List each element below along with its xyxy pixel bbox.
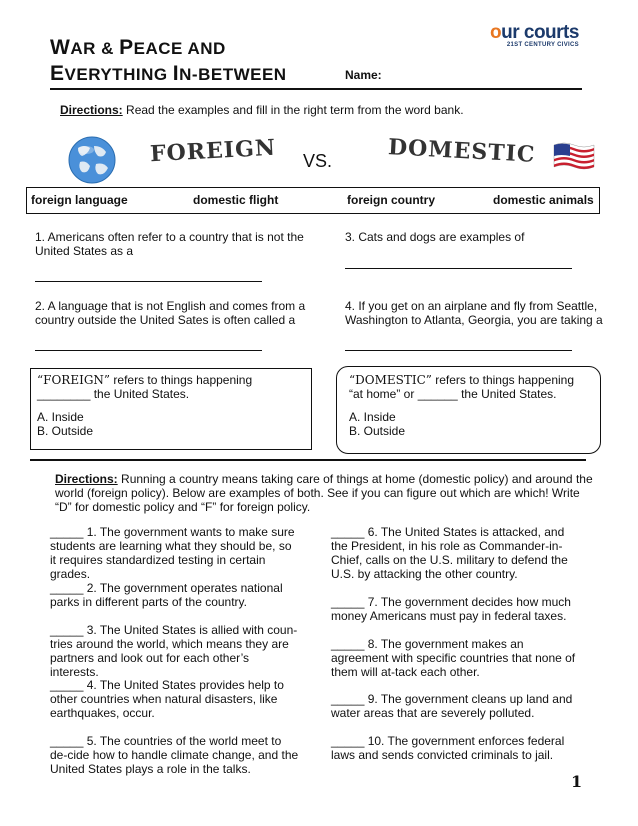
- word-bank-term: domestic animals: [493, 193, 594, 207]
- word-bank-term: foreign language: [31, 193, 128, 207]
- logo-tagline: 21ST CENTURY CIVICS: [506, 42, 579, 48]
- worksheet-title-line1: [50, 36, 226, 60]
- directions-wordbank: [60, 103, 464, 117]
- directions-policy: [55, 472, 595, 514]
- domestic-options: [349, 410, 588, 438]
- title-initial: I: [172, 62, 180, 85]
- title-initial: E: [50, 62, 65, 85]
- policy-item-3: _____ 3. The United States is allied with coun-tries around the world, which means they are partners and look out for each other’s interests.: [50, 623, 298, 679]
- policy-item-8: _____ 8. The government makes an agreement with specific countries that none of them will at-tack each other.: [331, 637, 576, 679]
- policy-item-6: _____ 6. The United States is attacked, and the President, in his role as Commander-in-Chief, calls on the U.S. military to defend the U.S. by attacking the other country.: [331, 525, 568, 581]
- question-1: 1. Americans often refer to a country that is not the United States as a: [35, 230, 304, 258]
- policy-item-1: _____ 1. The government wants to make sure students are learning what they should be, so it requires standardized testing in certain grades.: [50, 525, 295, 581]
- word-bank: [26, 187, 600, 214]
- question-4: 4. If you get on an airplane and fly from Seattle, Washington to Atlanta, Georgia, you are taking a: [345, 299, 603, 327]
- foreign-definition-text: refers to things happening ________ the United States.: [37, 373, 253, 401]
- foreign-definition-box: [30, 368, 312, 450]
- answer-line-3[interactable]: [345, 268, 572, 269]
- title-initial: P: [119, 36, 134, 59]
- directions-text: Running a country means taking care of things at home (domestic policy) and around the world (foreign policy). Below are examples of both. See if you can figure out which are which! Write “D” for domestic policy and “F” for foreign policy.: [55, 472, 593, 514]
- question-3: 3. Cats and dogs are examples of: [345, 230, 525, 244]
- title-part: N-BETWEEN: [179, 65, 287, 84]
- logo-text: ur courts: [501, 22, 579, 43]
- section-divider: [30, 459, 586, 461]
- option-outside[interactable]: B. Outside: [37, 424, 94, 438]
- domestic-definition-text: refers to things happening “at home” or ______ the United States.: [349, 373, 575, 401]
- answer-line-2[interactable]: [35, 350, 262, 351]
- word-bank-term: domestic flight: [193, 193, 279, 207]
- policy-item-5: _____ 5. The countries of the world meet to de-cide how to handle climate change, and the United States plays a role in the talks.: [50, 734, 299, 776]
- option-inside[interactable]: A. Inside: [349, 410, 396, 424]
- us-flag-icon: [552, 141, 596, 178]
- policy-item-10: _____ 10. The government enforces federal laws and sends convicted criminals to jail.: [331, 734, 565, 762]
- domestic-heading: DOMESTIC: [387, 134, 537, 168]
- our-courts-logo: [490, 22, 579, 48]
- title-part: VERYTHING: [64, 65, 173, 84]
- policy-item-4: _____ 4. The United States provides help to other countries when natural disasters, like earthquakes, occur.: [50, 678, 284, 720]
- foreign-definition: [37, 373, 305, 401]
- foreign-keyword: “FOREIGN”: [37, 373, 111, 387]
- directions-label: Directions:: [60, 103, 123, 117]
- title-divider: [50, 88, 582, 90]
- title-part: AR &: [70, 39, 120, 58]
- foreign-heading: FOREIGN: [149, 134, 277, 168]
- policy-item-2: _____ 2. The government operates national parks in different parts of the country.: [50, 581, 283, 609]
- directions-label: Directions:: [55, 472, 118, 486]
- logo-letter: o: [490, 22, 502, 43]
- option-outside[interactable]: B. Outside: [349, 424, 406, 438]
- directions-text: Read the examples and fill in the right term from the word bank.: [122, 103, 464, 117]
- logo-wordmark: [490, 22, 579, 44]
- question-2: 2. A language that is not English and comes from a country outside the United Sates is often called a: [35, 299, 306, 327]
- globe-icon: [66, 134, 118, 191]
- option-inside[interactable]: A. Inside: [37, 410, 84, 424]
- domestic-definition-box: [336, 366, 601, 454]
- word-bank-term: foreign country: [347, 193, 436, 207]
- name-label: Name:: [345, 68, 382, 82]
- answer-line-1[interactable]: [35, 281, 262, 282]
- title-initial: W: [50, 36, 71, 59]
- worksheet-title-line2: [50, 62, 287, 86]
- versus-label: VS.: [303, 151, 333, 171]
- answer-line-4[interactable]: [345, 350, 572, 351]
- domestic-keyword: “DOMESTIC”: [349, 373, 432, 387]
- policy-item-9: _____ 9. The government cleans up land and water areas that are severely polluted.: [331, 692, 573, 720]
- page-number: 1: [571, 772, 583, 791]
- domestic-definition: [349, 373, 588, 401]
- title-part: EACE AND: [133, 39, 226, 58]
- foreign-options: [37, 410, 305, 438]
- policy-item-7: _____ 7. The government decides how much money Americans must pay in federal taxes.: [331, 595, 571, 623]
